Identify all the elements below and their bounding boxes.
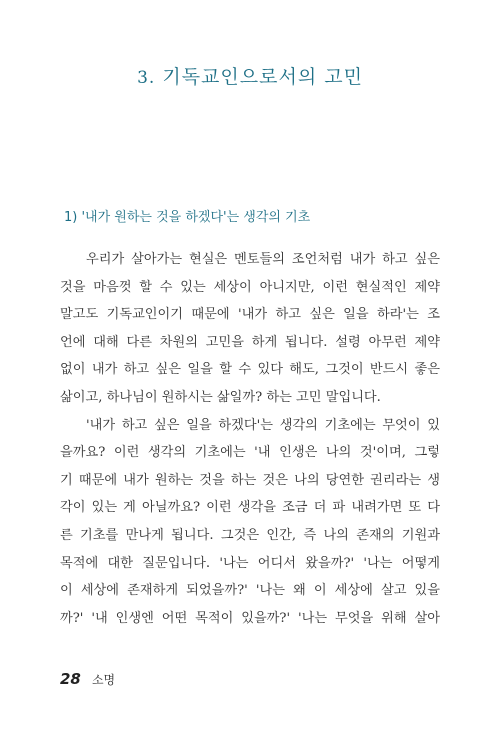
paragraph-2-line-7: 이 세상에 존재하게 되었을까?' '나는 왜 이 세상에 살고 있을 <box>60 583 440 599</box>
page-footer <box>60 669 115 688</box>
page-number: 28 <box>60 670 81 688</box>
chapter-title <box>0 62 500 89</box>
section-heading: 1) '내가 원하는 것을 하겠다'는 생각의 기초 <box>64 210 311 225</box>
paragraph-2-line-4: 각이 있는 게 아닐까요? 이런 생각을 조금 더 파 내려가면 또 다 <box>60 500 440 516</box>
paragraph-2-line-5: 른 기초를 만나게 됩니다. 그것은 인간, 즉 나의 존재의 기원과 <box>60 527 440 543</box>
paragraph-2-line-1: '내가 하고 싶은 일을 하겠다'는 생각의 기초에는 무엇이 있 <box>86 417 440 433</box>
paragraph-2-line-2: 을까요? 이런 생각의 기초에는 '내 인생은 나의 것'이며, 그렇 <box>60 445 440 461</box>
paragraph-1-line-2: 것을 마음껏 할 수 있는 세상이 아니지만, 이런 현실적인 제약 <box>60 279 440 295</box>
paragraph-1-line-1: 우리가 살아가는 현실은 멘토들의 조언처럼 내가 하고 싶은 <box>86 252 440 267</box>
paragraph-2-line-3: 기 때문에 내가 원하는 것을 하는 것은 나의 당연한 권리라는 생 <box>60 472 440 488</box>
chapter-number: 3. <box>137 68 156 88</box>
paragraph-2-line-8: 까?' '내 인생엔 어떤 목적이 있을까?' '나는 무엇을 위해 살아 <box>60 610 440 626</box>
paragraph-1-line-5: 없이 내가 하고 싶은 일을 할 수 있다 해도, 그것이 반드시 좋은 <box>60 362 440 378</box>
paragraph-2-line-6: 목적에 대한 질문입니다. '나는 어디서 왔을까?' '나는 어떻게 <box>60 555 440 571</box>
running-book-title: 소명 <box>91 673 116 687</box>
paragraph-1-line-3: 말고도 기독교인이기 때문에 '내가 하고 싶은 일을 하라'는 조 <box>60 307 440 323</box>
body-text <box>60 246 440 632</box>
chapter-title-text: 기독교인으로서의 고민 <box>162 66 363 88</box>
paragraph-1-line-6: 삶이고, 하나님이 원하시는 삶일까? 하는 고민 말입니다. <box>60 389 381 405</box>
paragraph-1-line-4: 언에 대해 다른 차원의 고민을 하게 됩니다. 설령 아무런 제약 <box>60 334 440 350</box>
